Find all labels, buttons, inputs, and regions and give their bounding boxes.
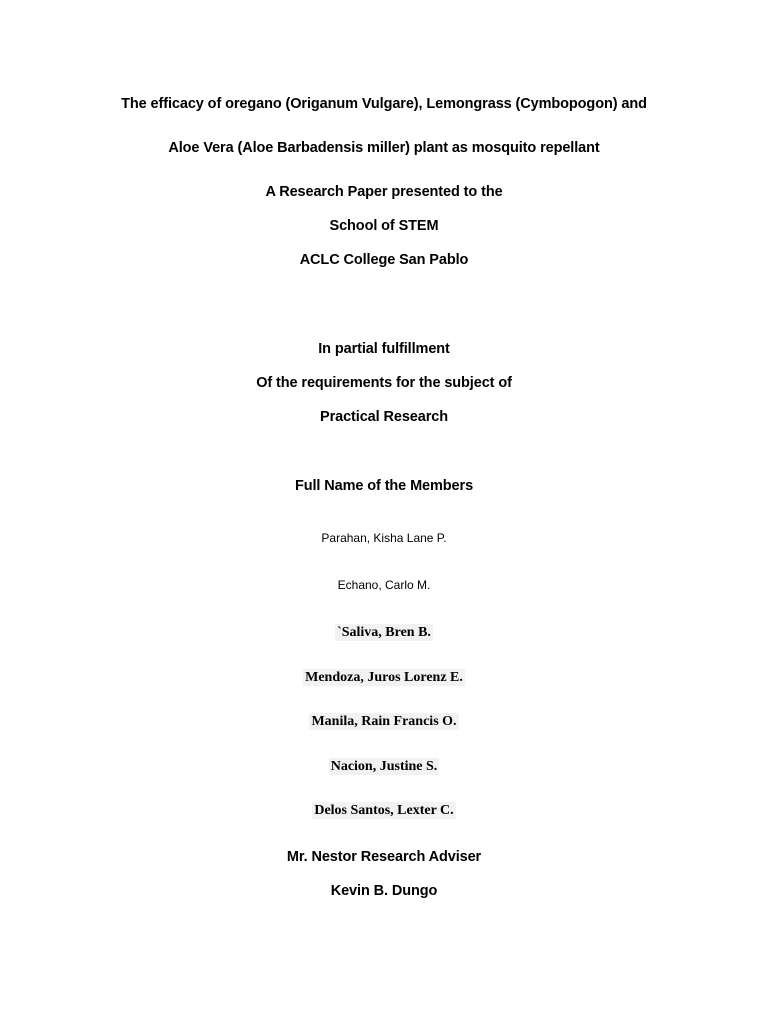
presentation-line-1: A Research Paper presented to the <box>265 184 503 200</box>
member-row <box>0 801 768 819</box>
fulfillment-line-2: Of the requirements for the subject of <box>256 375 512 391</box>
fulfillment-line-1: In partial fulfillment <box>318 341 450 357</box>
members-heading: Full Name of the Members <box>294 478 474 494</box>
adviser-line-1: Mr. Nestor Research Adviser <box>286 849 482 865</box>
member-name: Parahan, Kisha Lane P. <box>321 531 447 545</box>
fulfillment-line-3: Practical Research <box>320 409 448 425</box>
member-name: Manila, Rain Francis O. <box>311 714 457 729</box>
member-row <box>0 757 768 775</box>
presentation-line-2: School of STEM <box>329 218 439 234</box>
title-line-1: The efficacy of oregano (Origanum Vulgare), Lemongrass (Cymbopogon) and <box>121 96 647 112</box>
member-name: Echano, Carlo M. <box>337 578 431 592</box>
adviser-line-2: Kevin B. Dungo <box>330 883 438 899</box>
member-name: Delos Santos, Lexter C. <box>314 803 454 818</box>
member-row <box>0 712 768 730</box>
member-name: Nacion, Justine S. <box>330 759 438 774</box>
title-line-2: Aloe Vera (Aloe Barbadensis miller) plant as mosquito repellant <box>168 140 600 156</box>
member-name: `Saliva, Bren B. <box>337 625 431 640</box>
member-row <box>0 668 768 686</box>
member-name: Mendoza, Juros Lorenz E. <box>305 670 463 685</box>
presentation-line-3: ACLC College San Pablo <box>299 252 469 268</box>
member-row <box>0 623 768 641</box>
